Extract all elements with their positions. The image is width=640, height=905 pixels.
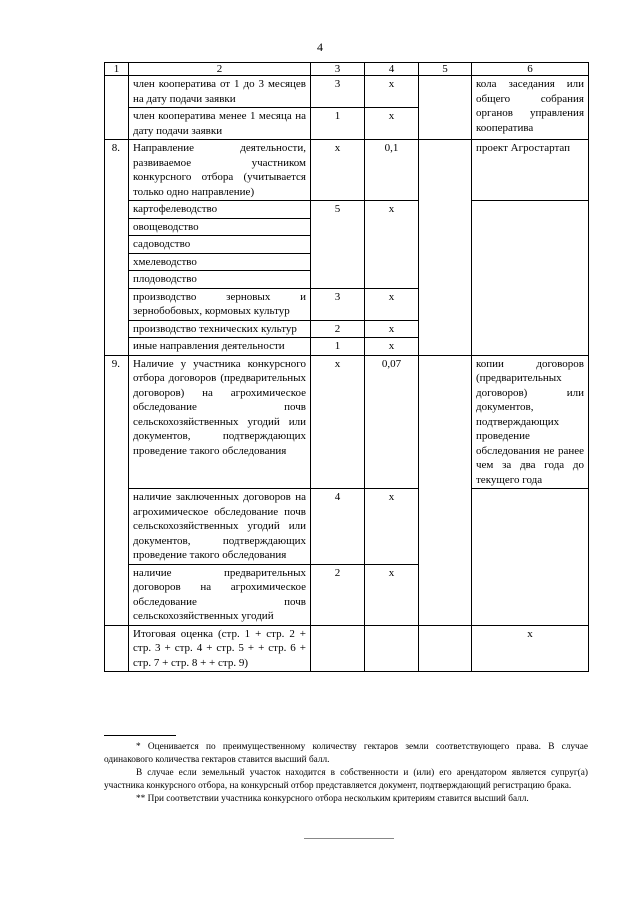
score-cell: 1 [311,108,365,140]
weight-cell: х [365,489,419,565]
weight-cell: х [365,564,419,625]
total-row [105,625,589,672]
score-cell [311,625,365,672]
criterion-cell: наличие предварительных договоров на агрохимическое обследование почв сельскохозяйственных угодий [129,564,311,625]
criterion-cell: Направление деятельности, развиваемое участником конкурсного отбора (учитывается только одно направление) [129,140,311,201]
footnotes [104,741,588,806]
table-row [105,355,589,489]
criterion-cell: плодоводство [129,271,311,289]
page-number: 4 [317,40,323,54]
footnote: * Оценивается по преимущественному количеству гектаров земли соответствующего права. В случае одинакового количества гектаров ставится высший балл. [104,742,588,765]
criterion-cell: картофелеводство [129,201,311,219]
result-cell [419,140,472,356]
criterion-cell: овощеводство [129,218,311,236]
footnote-separator [104,735,176,736]
weight-cell: х [365,76,419,108]
score-cell: х [311,140,365,201]
result-cell [419,625,472,672]
result-cell [419,355,472,625]
table-row [105,489,589,565]
criterion-cell: хмелеводство [129,253,311,271]
score-cell: 2 [311,320,365,338]
weight-cell: х [365,338,419,356]
weight-cell: 0,07 [365,355,419,489]
criterion-cell: наличие заключенных договоров на агрохимическое обследование почв сельскохозяйственных угодий или документов, подтверждающих проведение такого обследования [129,489,311,565]
header-cell: 6 [472,63,589,76]
document-cell [472,489,589,626]
score-cell: 3 [311,76,365,108]
header-cell: 4 [365,63,419,76]
document-cell: проект Агростартап [472,140,589,201]
criterion-cell: производство технических культур [129,320,311,338]
result-cell [419,76,472,140]
weight-cell: х [365,108,419,140]
document-cell [472,201,589,356]
weight-cell: х [365,288,419,320]
document-cell: копии договоров (предварительных договоров) или документов, подтверждающих проведение обследования не ранее чем за два года до текущего года [472,355,589,489]
score-cell: 4 [311,489,365,565]
header-cell: 3 [311,63,365,76]
header-cell: 1 [105,63,129,76]
header-cell: 2 [129,63,311,76]
criterion-cell: Итоговая оценка (стр. 1 + стр. 2 + стр. 3 + стр. 4 + стр. 5 + + стр. 6 + стр. 7 + стр. 8 + + стр. 9) [129,625,311,672]
table-header-row [105,63,589,76]
criterion-cell: член кооператива от 1 до 3 месяцев на дату подачи заявки [129,76,311,108]
header-cell: 5 [419,63,472,76]
page-bottom-divider [304,838,394,839]
score-cell: 2 [311,564,365,625]
criterion-cell: производство зерновых и зернобобовых, кормовых культур [129,288,311,320]
table-row [105,76,589,108]
criterion-cell: садоводство [129,236,311,254]
document-cell: кола заседания или общего собрания органов управления кооператива [472,76,589,140]
weight-cell: х [365,201,419,289]
footnote: В случае если земельный участок находится в собственности и (или) его арендатором является супруг(а) участника конкурсного отбора, на конкурсный отбор представляется документ, подтверждающий регистрацию брака. [104,768,588,791]
row-number-cell [105,76,129,140]
row-number-cell [105,625,129,672]
row-number-cell: 9. [105,355,129,625]
weight-cell [365,625,419,672]
weight-cell: х [365,320,419,338]
table-row [105,140,589,201]
criteria-table [104,62,589,672]
document-cell: х [472,625,589,672]
score-cell: 1 [311,338,365,356]
score-cell: 5 [311,201,365,289]
score-cell: х [311,355,365,489]
criterion-cell: иные направления деятельности [129,338,311,356]
criterion-cell: Наличие у участника конкурсного отбора договоров (предварительных договоров) на агрохимическое обследование почв сельскохозяйственных угодий или документов, подтверждающих проведение такого обследования [129,355,311,489]
criterion-cell: член кооператива менее 1 месяца на дату подачи заявки [129,108,311,140]
footnote: ** При соответствии участника конкурсного отбора нескольким критериям ставится высший балл. [136,794,529,804]
row-number-cell: 8. [105,140,129,356]
weight-cell: 0,1 [365,140,419,201]
score-cell: 3 [311,288,365,320]
table-row [105,201,589,219]
